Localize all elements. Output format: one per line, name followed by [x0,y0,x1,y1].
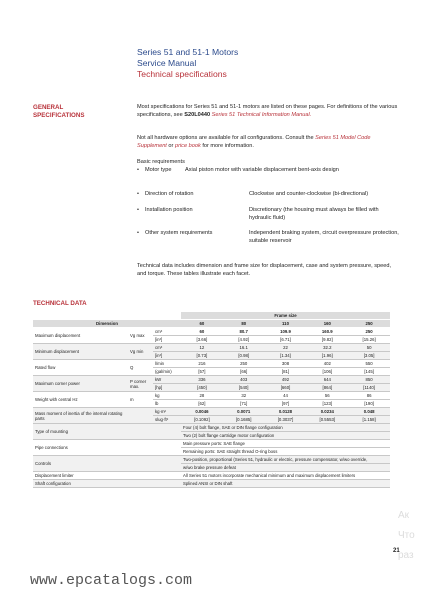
spec-unit-imperial: [in³] [153,352,181,360]
spec-value: 12 [181,344,223,352]
spec-value-imperial: [57] [181,368,223,376]
text-spec-value: Remaining ports: SAE straight thread O-ring boss [181,448,390,456]
spec-unit-imperial: [hp] [153,384,181,392]
doc-reference: Series 51 Technical Information Manual. [210,111,312,118]
spec-value: 16.1 [223,344,265,352]
spec-unit-imperial: (gal/min) [153,368,181,376]
spec-value: 336 [181,376,223,384]
side-text-2: Что [398,530,415,541]
spec-value: 0.048 [348,408,390,416]
spec-value: 644 [306,376,348,384]
spec-name: Rated flow [33,360,128,376]
spec-symbol: m [128,392,153,408]
spec-value: 308 [265,360,307,368]
intro-paragraph: Most specifications for Series 51 and 51-1 motors are listed on these pages. For definitions of the various specifications, see S20L0440 Series 51 Technical Information Manual. [137,104,398,118]
spec-value: 50 [348,344,390,352]
price-book-link[interactable]: price book [174,142,201,149]
spec-value-imperial: [71] [223,400,265,408]
spec-value: 216 [181,360,223,368]
spec-value-imperial: [62] [181,400,223,408]
header-section-title: Technical specifications [137,69,227,79]
spec-value-imperial: [0.5553] [306,416,348,424]
spec-value-imperial: [3.05] [348,352,390,360]
spec-value-imperial: [864] [306,384,348,392]
spec-value: 403 [223,376,265,384]
spec-value-imperial: [190] [348,400,390,408]
spec-row [33,408,390,416]
text-spec-value: Splined ANSI or DIN shaft [181,480,390,488]
spec-value: 0.0046 [181,408,223,416]
spec-value: 32.2 [306,344,348,352]
spec-value-imperial: [0.1685] [223,416,265,424]
text-spec-name: Type of mounting [33,424,181,440]
spec-value: 86 [348,392,390,400]
frame-size-header: Frame size [181,312,390,320]
text-spec-value: w/wo brake pressure defeat [181,464,390,472]
spec-value: 250 [223,360,265,368]
text-spec-value: Two-position, proportional (Series 51, hydraulic or electric, pressure compensator, w/wo override, [181,456,390,464]
text-spec-name: Pipe connections [33,440,181,456]
spec-symbol: P corner max. [128,376,153,392]
spec-value: 0.0234 [306,408,348,416]
spec-value: 492 [265,376,307,384]
header-manual-title: Service Manual [137,58,197,68]
spec-unit-imperial: lb [153,400,181,408]
spec-value-imperial: [450] [181,384,223,392]
text-spec-name: Controls [33,456,181,472]
spec-unit: cm³ [153,344,181,352]
spec-row [33,360,390,368]
spec-value: 109.9 [265,328,307,336]
frame-110-header: 110 [265,320,307,328]
spec-row [33,328,390,336]
spec-row [33,376,390,384]
side-text-3: раз [398,550,414,561]
spec-symbol [128,408,153,424]
dimension-header: Dimension [33,320,181,328]
spec-row [33,392,390,400]
spec-value: 0.0071 [223,408,265,416]
spec-value: 550 [348,360,390,368]
spec-value: 402 [306,360,348,368]
technical-data-table [33,312,390,488]
options-paragraph: Not all hardware options are available for all configurations. Consult the Series 51 Model Code Supplement or price book for more information. [137,135,371,149]
spec-name: Weight with central Hz [33,392,128,408]
spec-value-imperial: [66] [223,368,265,376]
spec-value-imperial: [4.92] [223,336,265,344]
spec-value: 56 [306,392,348,400]
spec-value: 22 [265,344,307,352]
spec-value-imperial: [0.1092] [181,416,223,424]
spec-value: 0.0128 [265,408,307,416]
specifications-heading: SPECIFICATIONS [33,112,85,119]
spec-value-imperial: [81] [265,368,307,376]
spec-value-imperial: [1.158] [348,416,390,424]
spec-value-imperial: [6.71] [265,336,307,344]
text-spec-value: Two (2) bolt flange cartridge motor configuration [181,432,390,440]
closing-paragraph: Technical data includes dimension and frame size for displacement, case and system pressure, speed, and torque. These tables illustrate each facet. [137,263,392,277]
text-spec-row [33,440,390,448]
technical-data-heading: TECHNICAL DATA [33,300,87,307]
side-text-1: Ак [398,510,410,521]
text-spec-name: Displacement limiter [33,472,181,480]
spec-value-imperial: [1.96] [306,352,348,360]
spec-row [33,344,390,352]
spec-unit-imperial: slug·ft² [153,416,181,424]
text-spec-row [33,480,390,488]
spec-symbol: Q [128,360,153,376]
spec-name: Maximum displacement [33,328,128,344]
text-spec-row [33,456,390,464]
spec-value-imperial: [97] [265,400,307,408]
spec-unit: kg [153,392,181,400]
spec-unit: kg·m² [153,408,181,416]
spec-unit-imperial: [in³] [153,336,181,344]
text-spec-name: Shaft configuration [33,480,181,488]
spec-value: 60 [181,328,223,336]
spec-value: 850 [348,376,390,384]
spec-value-imperial: [540] [223,384,265,392]
spec-value-imperial: [0.73] [181,352,223,360]
spec-name: Minimum displacement [33,344,128,360]
spec-value-imperial: [9.82] [306,336,348,344]
text-spec-value: All Series 51 motors incorporate mechanical minimum and maximum displacement limiters [181,472,390,480]
header-series-title: Series 51 and 51-1 Motors [137,47,239,57]
text-spec-row [33,472,390,480]
watermark-url: www.epcatalogs.com [30,572,193,589]
spec-symbol: Vg max [128,328,153,344]
spec-value-imperial: [15.26] [348,336,390,344]
spec-value-imperial: [1.34] [265,352,307,360]
text-spec-value: Main pressure ports: SAE flange [181,440,390,448]
page-number: 21 [393,548,400,554]
spec-value-imperial: [106] [306,368,348,376]
spec-value-imperial: [1140] [348,384,390,392]
model-code-link[interactable]: Series 51 Model Code Supplement [137,135,371,149]
spec-value-imperial: [660] [265,384,307,392]
spec-value-imperial: [0.98] [223,352,265,360]
spec-value: 80.7 [223,328,265,336]
spec-symbol: Vg min [128,344,153,360]
frame-80-header: 80 [223,320,265,328]
spec-value: 32 [223,392,265,400]
spec-value-imperial: [123] [306,400,348,408]
frame-60-header: 60 [181,320,223,328]
general-heading: GENERAL [33,104,64,111]
text-spec-row [33,424,390,432]
spec-unit: l/min [153,360,181,368]
spec-unit: kW [153,376,181,384]
spec-name: Mass moment of inertia of the internal rotating parts [33,408,128,424]
frame-250-header: 250 [348,320,390,328]
spec-value-imperial: [3.66] [181,336,223,344]
spec-value: 44 [265,392,307,400]
spec-unit: cm³ [153,328,181,336]
spec-value-imperial: [0.3037] [265,416,307,424]
spec-value: 28 [181,392,223,400]
spec-name: Maximum corner power [33,376,128,392]
basic-requirements-label: Basic requirements [137,159,185,165]
frame-160-header: 160 [306,320,348,328]
spec-value-imperial: [145] [348,368,390,376]
text-spec-value: Four (4) bolt flange, SAE or DIN flange configuration [181,424,390,432]
doc-number: S20L0440 [184,111,211,118]
spec-value: 250 [348,328,390,336]
spec-value: 160.9 [306,328,348,336]
